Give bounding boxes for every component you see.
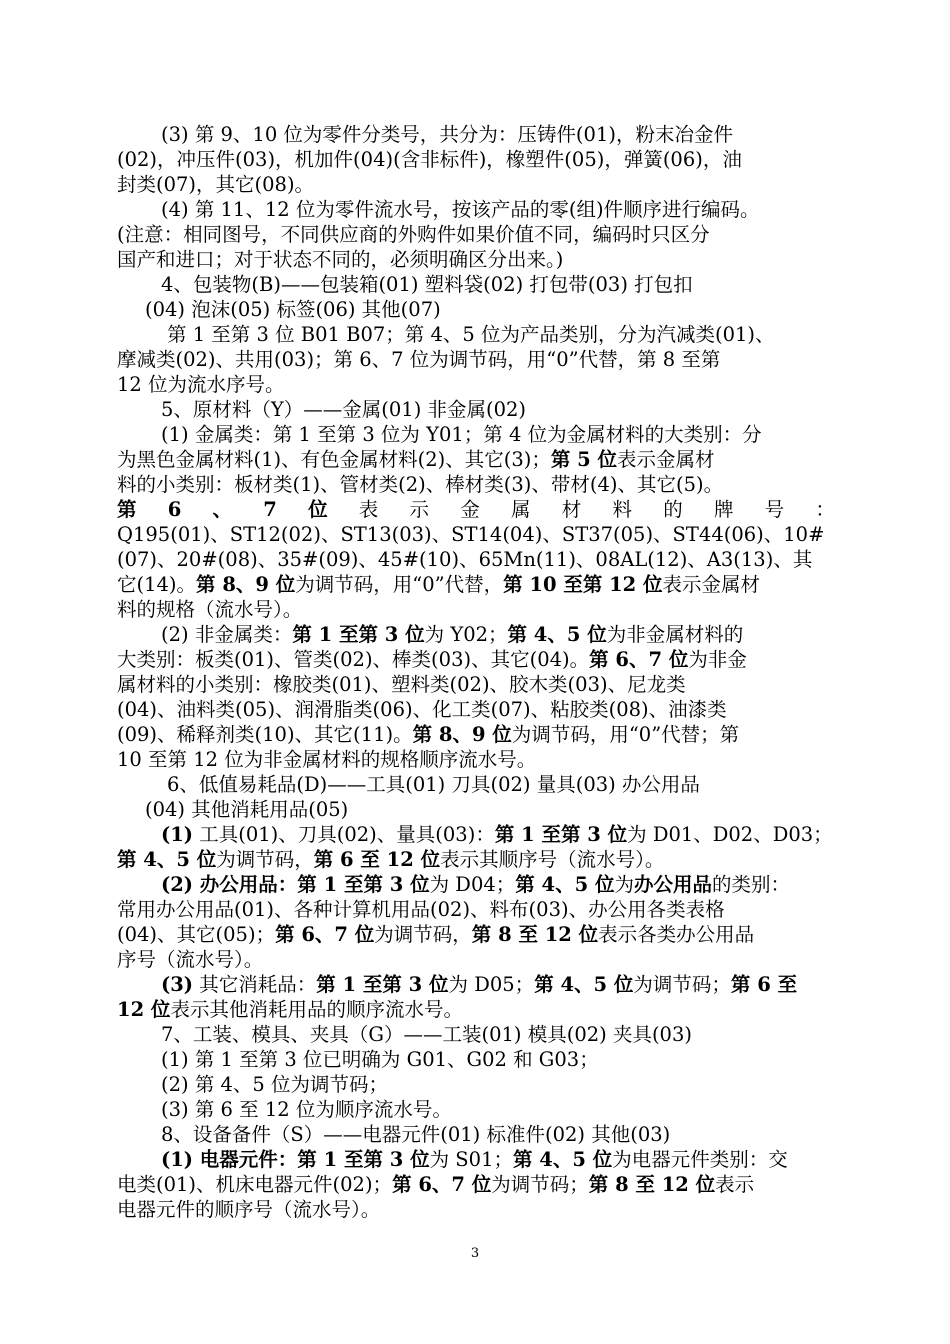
text-span: 常用办公用品(01)、各种计算机用品(02)、料布(03)、办公用各类表格 xyxy=(117,898,725,921)
text-line xyxy=(117,573,760,597)
text-span: (3) 第 6 至 12 位为顺序流水号。 xyxy=(161,1098,452,1121)
text-line xyxy=(145,298,441,322)
text-line xyxy=(117,448,715,472)
text-span: 为 D04； xyxy=(429,873,516,896)
text-line xyxy=(117,748,536,772)
text-span: 金 xyxy=(460,498,480,521)
text-line xyxy=(117,648,747,672)
text-span: 为 D05； xyxy=(448,973,535,996)
text-line xyxy=(145,798,348,822)
bold-text: 第 xyxy=(117,498,137,521)
text-line xyxy=(117,998,463,1022)
bold-text: 第 6 至 xyxy=(730,973,798,996)
bold-text: 第 1 至第 3 位 xyxy=(494,823,628,846)
bold-text: 第 4、5 位 xyxy=(534,973,634,996)
text-line xyxy=(161,823,833,847)
text-line xyxy=(117,173,314,197)
text-span: 表示 xyxy=(715,1173,755,1196)
text-line xyxy=(117,498,835,522)
text-span: 7、工装、模具、夹具（G）——工装(01) 模具(02) 夹具(03) xyxy=(161,1023,692,1046)
text-span: (1) 第 1 至第 3 位已明确为 G01、G02 和 G03； xyxy=(161,1048,599,1071)
bold-text: 第 4、5 位 xyxy=(512,1148,613,1171)
text-line xyxy=(161,1048,599,1072)
text-line xyxy=(167,323,775,347)
text-line xyxy=(161,398,526,422)
text-line xyxy=(161,123,733,147)
bold-text: 第 1 至第 3 位 xyxy=(316,973,449,996)
text-span: 为调节码， xyxy=(216,848,314,871)
text-line xyxy=(161,1123,670,1147)
text-span: 为调节码， xyxy=(374,923,472,946)
text-line xyxy=(117,548,812,572)
text-line xyxy=(117,898,725,922)
bold-text: 第 5 位 xyxy=(550,448,618,471)
text-line xyxy=(117,248,563,272)
bold-text: 第 6、7 位 xyxy=(589,648,689,671)
text-span: 为 D01、D02、D03； xyxy=(627,823,833,846)
text-line xyxy=(161,873,790,897)
text-span: 10 至第 12 位为非金属材料的规格顺序流水号。 xyxy=(117,748,537,771)
text-line xyxy=(161,198,760,222)
text-span: 为调节码； xyxy=(491,1173,589,1196)
text-span: (4) 第 11、12 位为零件流水号，按该产品的零(组)件顺序进行编码。 xyxy=(161,198,760,221)
bold-text: 第 8、9 位 xyxy=(196,573,296,596)
text-span: 它(14)。 xyxy=(117,573,197,596)
text-line xyxy=(167,773,700,797)
text-line xyxy=(161,623,743,647)
text-span: (04)、油料类(05)、润滑脂类(06)、化工类(07)、粘胶类(08)、油漆类 xyxy=(117,698,727,721)
bold-text: 第 8、9 位 xyxy=(412,723,512,746)
text-line xyxy=(117,698,727,722)
text-span: 示 xyxy=(409,498,430,521)
text-line xyxy=(161,423,762,447)
text-line xyxy=(161,1148,788,1172)
text-span: 表示各类办公用品 xyxy=(598,923,755,946)
bold-text: 第 1 至第 3 位 xyxy=(292,623,425,646)
text-span: 8、设备备件（S）——电器元件(01) 标准件(02) 其他(03) xyxy=(161,1123,671,1146)
text-line xyxy=(117,848,664,872)
text-span: 表示其顺序号（流水号）。 xyxy=(440,848,665,871)
bold-text: 6 xyxy=(167,498,182,521)
text-span: 4、包装物(B)——包装箱(01) 塑料袋(02) 打包带(03) 打包扣 xyxy=(161,273,693,296)
text-span: (07)、20#(08)、35#(09)、45#(10)、65Mn(11)、08AL(12)、A3(13)、其 xyxy=(117,548,813,571)
text-span: 为电器元件类别：交 xyxy=(612,1148,788,1171)
text-line xyxy=(161,973,797,997)
text-line xyxy=(161,1023,692,1047)
text-line xyxy=(117,373,285,397)
bold-text: 7 xyxy=(263,498,277,521)
text-span: (2) 第 4、5 位为调节码； xyxy=(161,1073,389,1096)
text-span: 的 xyxy=(663,498,683,521)
text-span: 牌 xyxy=(713,498,734,521)
text-span: 属 xyxy=(511,498,531,521)
text-line xyxy=(117,523,824,547)
text-span: 大类别：板类(01)、管类(02)、棒类(03)、其它(04)。 xyxy=(117,648,590,671)
text-span: 12 位为流水序号。 xyxy=(117,373,285,396)
bold-text: 、 xyxy=(212,498,233,521)
text-line xyxy=(117,673,686,697)
bold-text: 第 10 至第 12 位 xyxy=(503,573,663,596)
bold-text: 位 xyxy=(308,498,328,521)
text-line xyxy=(161,1098,452,1122)
text-span: 属材料的小类别：橡胶类(01)、塑料类(02)、胶木类(03)、尼龙类 xyxy=(117,673,686,696)
bold-text: (3) xyxy=(161,973,194,996)
text-span: 为非金 xyxy=(688,648,747,671)
text-span: 料 xyxy=(612,498,632,521)
text-span: 号 xyxy=(764,498,785,521)
text-span: 表示金属材 xyxy=(617,448,715,471)
text-line xyxy=(117,148,742,172)
text-span: (注意：相同图号，不同供应商的外购件如果价值不同，编码时只区分 xyxy=(117,223,710,246)
text-line xyxy=(117,1173,754,1197)
text-span: 摩减类(02)、共用(03)；第 6、7 位为调节码，用“0”代替，第 8 至第 xyxy=(117,348,721,371)
text-span: 电类(01)、机床电器元件(02)； xyxy=(117,1173,393,1196)
text-line xyxy=(117,1198,380,1222)
text-span: 料的小类别：板材类(1)、管材类(2)、棒材类(3)、带材(4)、其它(5)。 xyxy=(117,473,724,496)
text-span: 序号（流水号）。 xyxy=(117,948,264,971)
text-span: (04)、其它(05)； xyxy=(117,923,276,946)
text-span: 5、原材料（Y）——金属(01) 非金属(02) xyxy=(161,398,527,421)
text-span: 为调节码，用“0”代替， xyxy=(295,573,504,596)
text-span: ： xyxy=(815,498,835,521)
text-span: 表示金属材 xyxy=(662,573,761,596)
text-span: 料的规格（流水号）。 xyxy=(117,598,303,621)
text-line xyxy=(117,948,263,972)
bold-text: 第 6、7 位 xyxy=(275,923,375,946)
text-span: 国产和进口；对于状态不同的，必须明确区分出来。) xyxy=(117,248,564,271)
text-span: 封类(07)，其它(08)。 xyxy=(117,173,315,196)
text-line xyxy=(117,348,720,372)
bold-text: 第 4、5 位 xyxy=(507,623,607,646)
text-span: Q195(01)、ST12(02)、ST13(03)、ST14(04)、ST37(05)、ST44(06)、10# xyxy=(117,523,825,546)
bold-text: 第 8 至 12 位 xyxy=(471,923,599,946)
page-number: 3 xyxy=(470,1246,480,1261)
bold-text: 第 6、7 位 xyxy=(392,1173,492,1196)
text-span: 材 xyxy=(561,498,582,521)
bold-text: 办公用品 xyxy=(634,873,713,896)
text-span: 的类别： xyxy=(712,873,791,896)
text-span: (04) 其他消耗用品(05) xyxy=(145,798,349,821)
text-span: 电器元件的顺序号（流水号）。 xyxy=(117,1198,381,1221)
text-span: 第 1 至第 3 位 B01 B07；第 4、5 位为产品类别，分为汽减类(01)、 xyxy=(167,323,775,346)
text-span: 表示其他消耗用品的顺序流水号。 xyxy=(170,998,463,1021)
text-span: (02)，冲压件(03)，机加件(04)(含非标件)，橡塑件(05)，弹簧(06)，油 xyxy=(117,148,742,171)
bold-text: 第 4、5 位 xyxy=(515,873,615,896)
text-span: (04) 泡沫(05) 标签(06) 其他(07) xyxy=(145,298,441,321)
bold-text: 12 位 xyxy=(117,998,171,1021)
text-line xyxy=(117,723,739,747)
bold-text: (2) 办公用品：第 1 至第 3 位 xyxy=(161,873,430,896)
text-span: 为非金属材料的 xyxy=(606,623,744,646)
text-line xyxy=(117,923,754,947)
text-span: 为黑色金属材料(1)、有色金属材料(2)、其它(3)； xyxy=(117,448,551,471)
bold-text: 第 6 至 12 位 xyxy=(313,848,441,871)
bold-text: (1) 电器元件：第 1 至第 3 位 xyxy=(161,1148,430,1171)
text-span: 为 xyxy=(614,873,634,896)
text-span: 6、低值易耗品(D)——工具(01) 刀具(02) 量具(03) 办公用品 xyxy=(167,773,700,796)
text-span: 为 S01； xyxy=(429,1148,513,1171)
text-line xyxy=(117,223,710,247)
text-line xyxy=(161,273,693,297)
text-span: 其它消耗品： xyxy=(193,973,317,996)
text-span: 表 xyxy=(358,498,379,521)
bold-text: (1) xyxy=(161,823,194,846)
text-line xyxy=(161,1073,388,1097)
text-line xyxy=(117,598,302,622)
text-line xyxy=(117,473,723,497)
text-span: 为 Y02； xyxy=(424,623,508,646)
bold-text: 第 8 至 12 位 xyxy=(588,1173,716,1196)
text-span: 工具(01)、刀具(02)、量具(03)： xyxy=(193,823,495,846)
text-span: 为调节码； xyxy=(633,973,731,996)
text-span: (1) 金属类：第 1 至第 3 位为 Y01；第 4 位为金属材料的大类别：分 xyxy=(161,423,762,446)
text-span: (3) 第 9、10 位为零件分类号，共分为：压铸件(01)，粉末冶金件 xyxy=(161,123,733,146)
text-span: (2) 非金属类： xyxy=(161,623,293,646)
text-span: 为调节码，用“0”代替；第 xyxy=(511,723,740,746)
bold-text: 第 4、5 位 xyxy=(117,848,217,871)
text-span: (09)、稀释剂类(10)、其它(11)。 xyxy=(117,723,413,746)
